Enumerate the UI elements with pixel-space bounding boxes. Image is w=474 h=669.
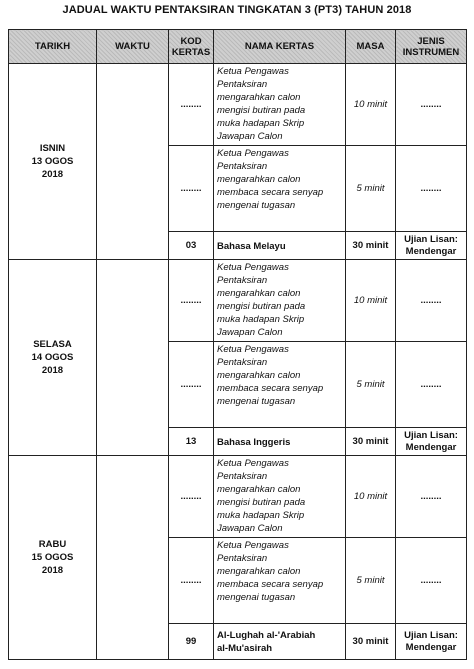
- jenis-line-2: Mendengar: [405, 245, 457, 257]
- masa-cell: 5 minit: [346, 342, 396, 428]
- date-line: 13 OGOS: [31, 156, 74, 167]
- nama-line: mengarahkan calon: [217, 288, 301, 299]
- nama-line: mengenai tugasan: [217, 200, 296, 211]
- year-line: 2018: [41, 169, 64, 180]
- year-line: 2018: [41, 565, 64, 576]
- nama-line: Jawapan Calon: [217, 523, 283, 534]
- jenis-line-1: ........: [420, 182, 442, 194]
- jenis-line-2: Mendengar: [405, 441, 457, 453]
- schedule-table: [8, 29, 467, 660]
- masa-cell: 10 minit: [346, 64, 396, 146]
- date-cell: [9, 64, 97, 260]
- day-name: SELASA: [33, 339, 72, 350]
- jenis-line-1: Ujian Lisan:: [404, 629, 458, 641]
- jenis-instrumen-cell: [396, 342, 467, 428]
- kod-kertas-cell: ........: [169, 342, 214, 428]
- nama-kertas-cell: [214, 538, 346, 624]
- jenis-instrumen-cell: [396, 260, 467, 342]
- nama-line: Pentaksiran: [217, 161, 268, 172]
- nama-line: Ketua Pengawas: [217, 262, 289, 273]
- kod-kertas-cell: ........: [169, 456, 214, 538]
- jenis-instrumen-cell: [396, 538, 467, 624]
- nama-line: mengarahkan calon: [217, 370, 301, 381]
- header-tarikh: TARIKH: [9, 30, 97, 64]
- kod-kertas-cell: 99: [169, 624, 214, 660]
- nama-line: Pentaksiran: [217, 79, 268, 90]
- jenis-line-1: ........: [420, 490, 442, 502]
- header-kod-line-1: KOD: [180, 35, 202, 47]
- kod-kertas-cell: ........: [169, 64, 214, 146]
- nama-line: mengarahkan calon: [217, 92, 301, 103]
- jenis-instrumen-cell: [396, 146, 467, 232]
- waktu-cell: [97, 456, 169, 660]
- masa-cell: 30 minit: [346, 232, 396, 260]
- nama-line: membaca secara senyap: [217, 187, 324, 198]
- jenis-instrumen-cell: [396, 232, 467, 260]
- date-cell: [9, 260, 97, 456]
- nama-line: Pentaksiran: [217, 357, 268, 368]
- year-line: 2018: [41, 365, 64, 376]
- table-row: [9, 260, 467, 342]
- masa-cell: 10 minit: [346, 260, 396, 342]
- date-cell: [9, 456, 97, 660]
- nama-kertas-cell: [214, 64, 346, 146]
- header-row: [9, 30, 467, 64]
- header-masa: MASA: [346, 30, 396, 64]
- nama-line: Al-Lughah al-'Arabiah: [217, 630, 316, 641]
- header-kod-kertas: [169, 30, 214, 64]
- nama-line: Ketua Pengawas: [217, 540, 289, 551]
- waktu-cell: [97, 64, 169, 260]
- kod-kertas-cell: 13: [169, 428, 214, 456]
- jenis-line-1: Ujian Lisan:: [404, 429, 458, 441]
- nama-kertas-cell: [214, 232, 346, 260]
- nama-kertas-cell: [214, 456, 346, 538]
- nama-line: mengenai tugasan: [217, 592, 296, 603]
- nama-kertas-cell: [214, 342, 346, 428]
- nama-line: Ketua Pengawas: [217, 148, 289, 159]
- nama-line: mengisi butiran pada: [217, 301, 306, 312]
- table-row: [9, 64, 467, 146]
- jenis-line-1: ........: [420, 98, 442, 110]
- masa-cell: 30 minit: [346, 624, 396, 660]
- jenis-instrumen-cell: [396, 456, 467, 538]
- nama-line: Ketua Pengawas: [217, 66, 289, 77]
- header-jenis-line-1: JENIS: [417, 35, 445, 47]
- nama-kertas-cell: [214, 428, 346, 456]
- header-kod-line-2: KERTAS: [171, 46, 211, 58]
- header-jenis-line-2: INSTRUMEN: [402, 46, 460, 58]
- jenis-line-1: ........: [420, 378, 442, 390]
- document-title: JADUAL WAKTU PENTAKSIRAN TINGKATAN 3 (PT3) TAHUN 2018: [62, 4, 412, 16]
- header-waktu: WAKTU: [97, 30, 169, 64]
- nama-line: mengarahkan calon: [217, 566, 301, 577]
- jenis-instrumen-cell: [396, 64, 467, 146]
- nama-line: Bahasa Inggeris: [217, 436, 291, 448]
- nama-line: Ketua Pengawas: [217, 458, 289, 469]
- nama-line: Jawapan Calon: [217, 327, 283, 338]
- nama-kertas-cell: [214, 146, 346, 232]
- nama-line: Pentaksiran: [217, 471, 268, 482]
- masa-cell: 10 minit: [346, 456, 396, 538]
- kod-kertas-cell: ........: [169, 260, 214, 342]
- table-row: [9, 456, 467, 538]
- kod-kertas-cell: ........: [169, 146, 214, 232]
- nama-line: mengarahkan calon: [217, 484, 301, 495]
- nama-line: mengisi butiran pada: [217, 497, 306, 508]
- nama-line: mengarahkan calon: [217, 174, 301, 185]
- day-name: RABU: [38, 539, 67, 550]
- header-nama-kertas: NAMA KERTAS: [214, 30, 346, 64]
- nama-line: Ketua Pengawas: [217, 344, 289, 355]
- jenis-line-2: Mendengar: [405, 641, 457, 653]
- nama-line: Jawapan Calon: [217, 131, 283, 142]
- nama-line: muka hadapan Skrip: [217, 118, 305, 129]
- waktu-cell: [97, 260, 169, 456]
- nama-line: muka hadapan Skrip: [217, 314, 305, 325]
- nama-line: Pentaksiran: [217, 275, 268, 286]
- jenis-line-1: ........: [420, 294, 442, 306]
- jenis-line-1: Ujian Lisan:: [404, 233, 458, 245]
- nama-line: mengenai tugasan: [217, 396, 296, 407]
- nama-line: muka hadapan Skrip: [217, 510, 305, 521]
- jenis-line-1: ........: [420, 574, 442, 586]
- nama-line: membaca secara senyap: [217, 579, 324, 590]
- header-jenis-instrumen: [396, 30, 467, 64]
- nama-kertas-cell: [214, 260, 346, 342]
- masa-cell: 5 minit: [346, 146, 396, 232]
- nama-line: Bahasa Melayu: [217, 240, 286, 252]
- nama-kertas-cell: [214, 624, 346, 660]
- masa-cell: 30 minit: [346, 428, 396, 456]
- nama-line: al-Mu'asirah: [217, 643, 273, 654]
- kod-kertas-cell: 03: [169, 232, 214, 260]
- date-line: 15 OGOS: [31, 552, 74, 563]
- day-name: ISNIN: [39, 143, 66, 154]
- masa-cell: 5 minit: [346, 538, 396, 624]
- nama-line: membaca secara senyap: [217, 383, 324, 394]
- date-line: 14 OGOS: [31, 352, 74, 363]
- kod-kertas-cell: ........: [169, 538, 214, 624]
- nama-line: mengisi butiran pada: [217, 105, 306, 116]
- nama-line: Pentaksiran: [217, 553, 268, 564]
- jenis-instrumen-cell: [396, 624, 467, 660]
- jenis-instrumen-cell: [396, 428, 467, 456]
